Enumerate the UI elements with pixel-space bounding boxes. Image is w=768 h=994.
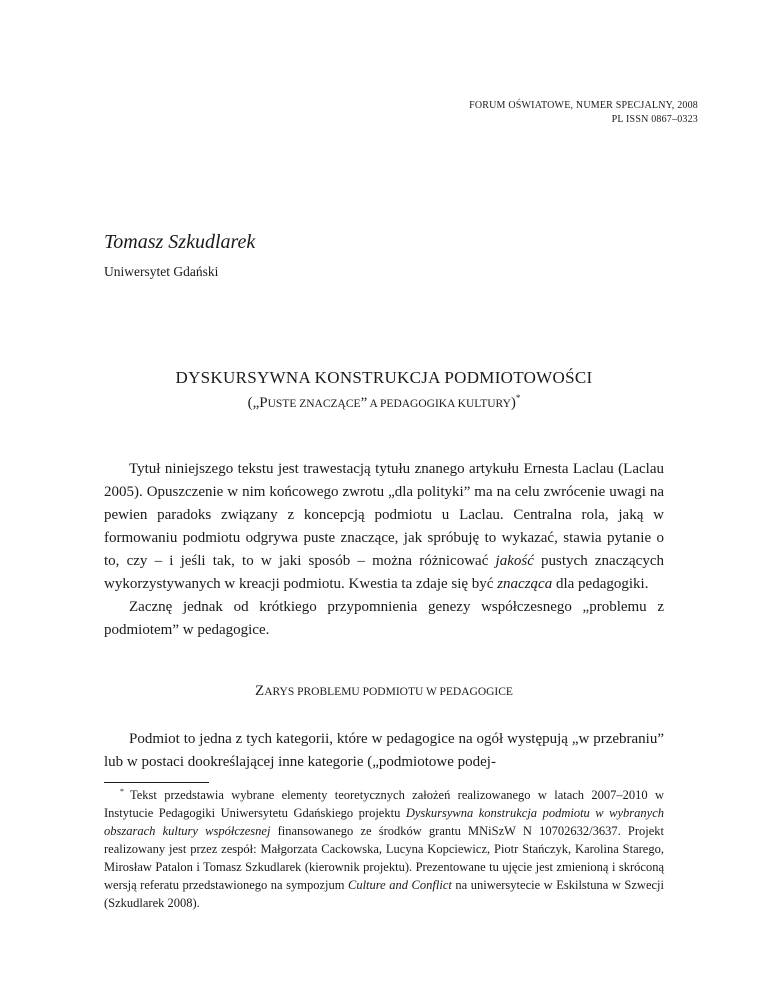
- author-name: Tomasz Szkudlarek: [104, 231, 256, 253]
- subtitle-paren: ): [510, 395, 516, 411]
- article-subtitle: [104, 395, 664, 412]
- footnote-italic-2: Culture and Conflict: [348, 878, 452, 892]
- footnote-mark: *: [120, 787, 124, 796]
- author-affiliation: Uniwersytet Gdański: [104, 264, 219, 279]
- section-text: [104, 728, 664, 774]
- footnote-c: na uniwersytecie w Eskilstuna w Szwecji (Szkudlarek 2008).: [104, 878, 664, 910]
- intro-paragraph-1: [104, 458, 664, 596]
- intro-p1-a: Tytuł niniejszego tekstu jest trawestacją tytułu znanego artykułu Ernesta Laclau (Laclau 2005). Opuszczenie w nim końcowego zwrotu „dla polityki” ma na celu zwrócenie uwagi na pewien paradoks związany z koncepcją podmiotu u Laclau. Centralna rola, jaką w formowaniu podmiotu odgrywa puste znaczące, jak spróbuję to wykazać, stawia pytanie o to, czy – i jeśli tak, to w jaki sposób – można różnicować: [104, 461, 664, 569]
- footnote: [104, 786, 664, 912]
- intro-p1-c: dla pedagogiki.: [552, 576, 649, 592]
- section-paragraph-1: Podmiot to jedna z tych kategorii, które w pedagogice na ogół występują „w przebraniu” lub w postaci dookreślającej inne kategorie („podmiotowe podej-: [104, 731, 664, 770]
- subtitle-part1: USTE ZNACZĄCE: [267, 398, 361, 410]
- subtitle-part2: A PEDAGOGIKA KULTURY: [367, 398, 511, 410]
- journal-header: [469, 99, 698, 127]
- intro-text: [104, 458, 664, 642]
- journal-title: FORUM OŚWIATOWE, NUMER SPECJALNY, 2008: [469, 100, 698, 111]
- footnote-b: finansowanego ze środków grantu MNiSzW N 10702632/3637. Projekt realizowany jest przez zespół: Małgorzata Cackowska, Lucyna Kopciewicz, Piotr Stańczyk, Karolina Starego, Mirosław Patalon i Tomasz Szkudlarek (kierownik projektu). Prezentowane tu ujęcie jest zmienioną i skróconą wersją referatu przedstawionego na sympozjum: [104, 824, 664, 892]
- footnote-paragraph: [104, 786, 664, 912]
- article-title: DYSKURSYWNA KONSTRUKCJA PODMIOTOWOŚCI: [175, 368, 593, 387]
- intro-paragraph-2: Zacznę jednak od krótkiego przypomnienia genezy współczesnego „problemu z podmiotem” w pedagogice.: [104, 599, 664, 638]
- intro-p1-italic-2: znacząca: [497, 576, 553, 592]
- intro-p1-italic-1: jakość: [495, 553, 534, 569]
- section-heading: [104, 683, 664, 700]
- journal-issn: PL ISSN 0867–0323: [611, 114, 698, 125]
- title-footnote-mark: *: [515, 393, 521, 403]
- footnote-divider: [104, 782, 209, 783]
- subtitle-initial: P: [259, 395, 268, 411]
- subtitle-open: („: [247, 395, 260, 411]
- intro-p1-b: pustych znaczących wykorzystywanych w kreacji podmiotu. Kwestia ta zdaje się być: [104, 553, 664, 592]
- section-rest: ARYS PROBLEMU PODMIOTU W PEDAGOGICE: [264, 686, 513, 698]
- footnote-italic-1: Dyskursywna konstrukcja podmiotu w wybranych obszarach kultury współczesnej: [104, 806, 665, 838]
- footnote-a: Tekst przedstawia wybrane elementy teoretycznych założeń realizowanego w latach 2007–2010 w Instytucie Pedagogiki Uniwersytetu Gdańskiego projektu: [104, 788, 664, 820]
- subtitle-close-quote: ”: [360, 395, 368, 411]
- section-initial: Z: [255, 683, 265, 699]
